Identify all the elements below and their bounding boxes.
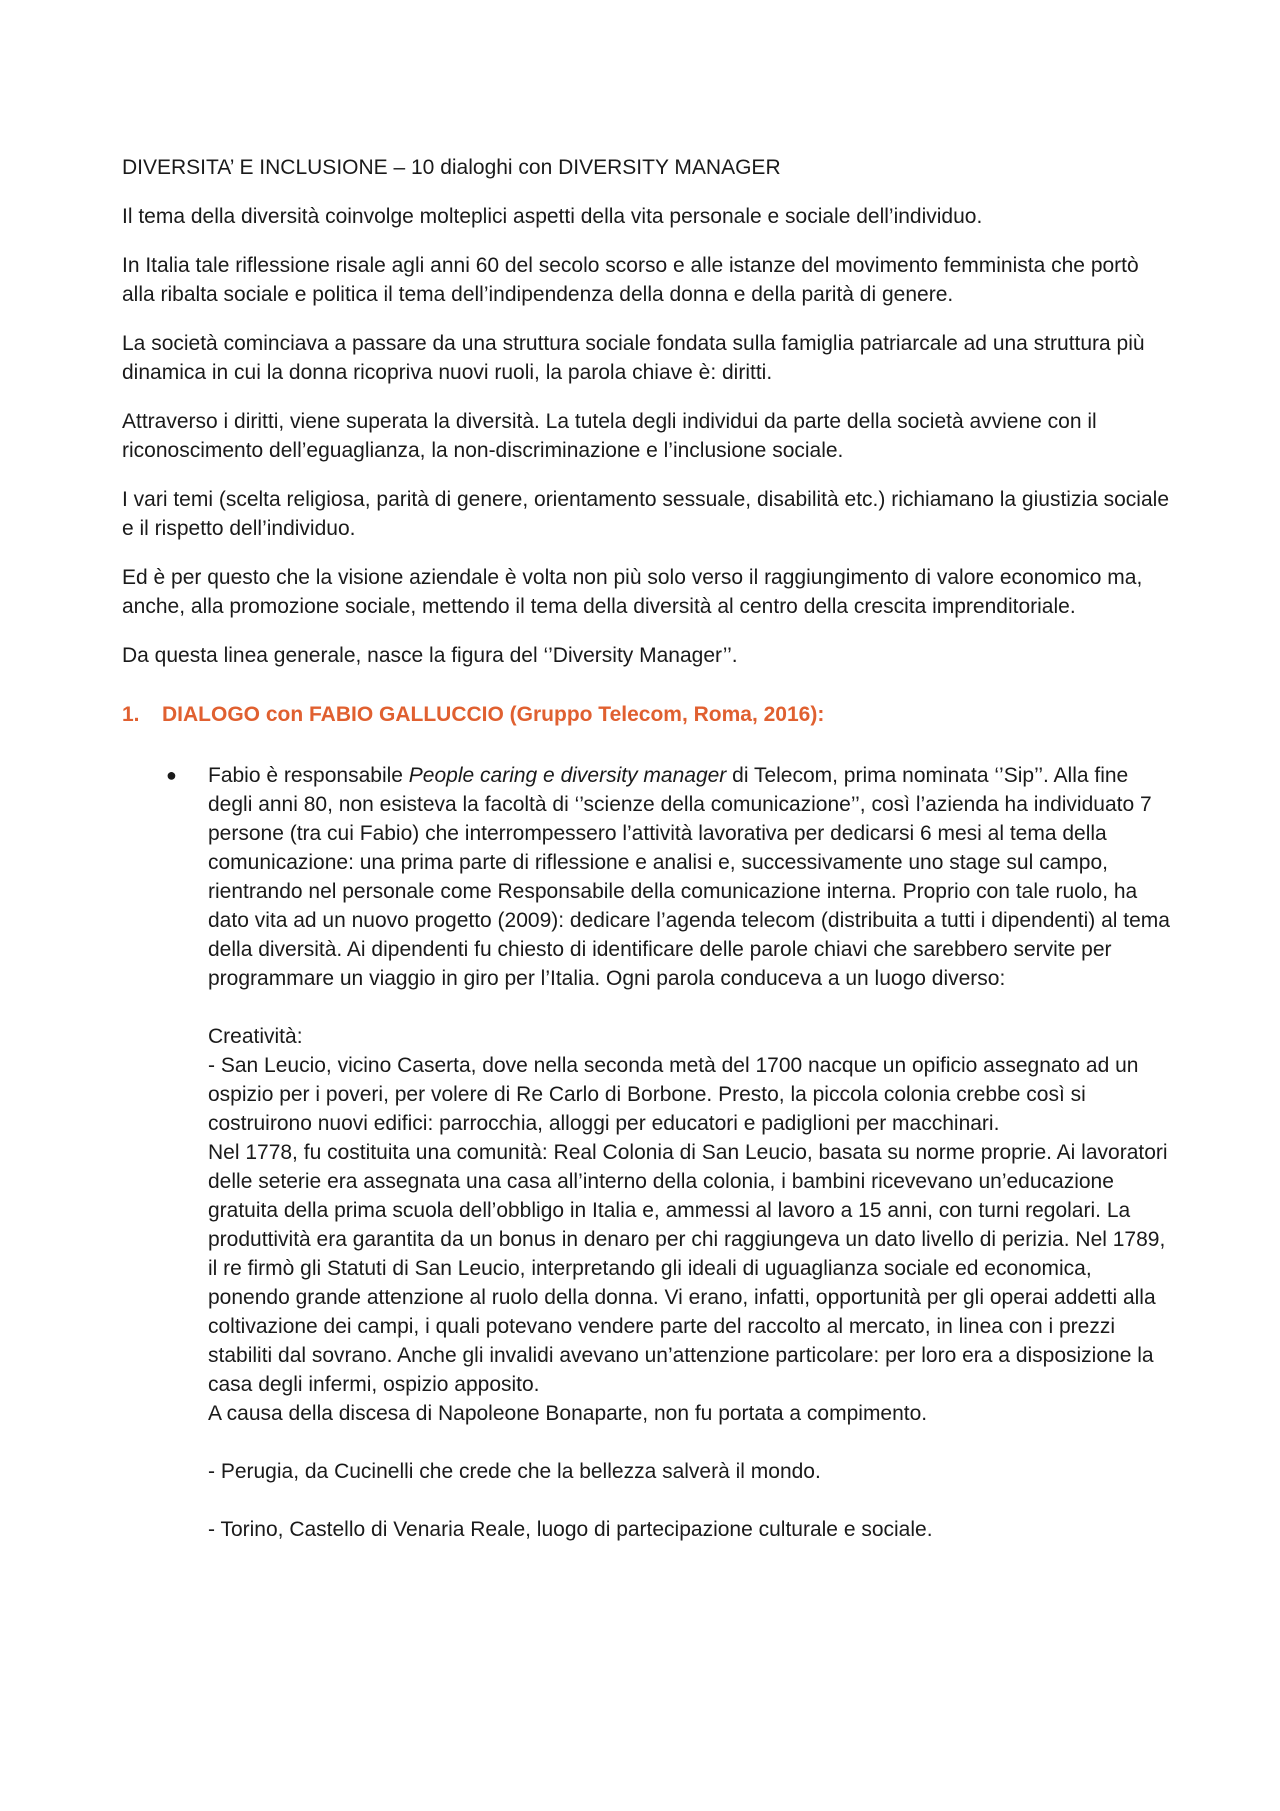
paragraph: Il tema della diversità coinvolge molteplici aspetti della vita personale e sociale dell’individuo. xyxy=(122,205,983,228)
bullet-intro xyxy=(208,761,1170,993)
section-heading xyxy=(122,700,1170,729)
bullet-list xyxy=(122,761,1170,1544)
bullet-dot-icon: ● xyxy=(166,765,177,785)
document-title: DIVERSITA’ E INCLUSIONE – 10 dialoghi con DIVERSITY MANAGER xyxy=(122,156,781,179)
section-heading-text: DIALOGO con FABIO GALLUCCIO (Gruppo Telecom, Roma, 2016): xyxy=(162,703,825,726)
intro-text-b: di Telecom, prima nominata ‘’Sip’’. Alla fine degli anni 80, non esisteva la facoltà di ‘’scienze della comunicazione’’, così l’azienda ha individuato 7 persone (tra cui Fabio) che interrompessero l’attività lavorativa per dedicarsi 6 mesi al tema della comunicazione: una prima parte di riflessione e analisi e, successivamente uno stage sul campo, rientrando nel personale come Responsabile della comunicazione interna. Proprio con tale ruolo, ha dato vita ad un nuovo progetto (2009): dedicare l’agenda telecom (distribuita a tutti i dipendenti) al tema della diversità. Ai dipendenti fu chiesto di identificare delle parole chiavi che sarebbero servite per programmare un viaggio in giro per l’Italia. Ogni parola conduceva a un luogo diverso: xyxy=(208,764,1170,990)
intro-italic-role: People caring e diversity manager xyxy=(408,764,727,787)
san-leucio-text: A causa della discesa di Napoleone Bonaparte, non fu portata a compimento. xyxy=(208,1402,928,1425)
san-leucio-text: - San Leucio, vicino Caserta, dove nella seconda metà del 1700 nacque un opificio assegnato ad un ospizio per i poveri, per volere di Re Carlo di Borbone. Presto, la piccola colonia crebbe così si costruirono nuovi edifici: parrocchia, alloggi per educatori e padiglioni per macchinari. xyxy=(208,1054,1139,1135)
torino-line: - Torino, Castello di Venaria Reale, luogo di partecipazione culturale e sociale. xyxy=(208,1518,933,1541)
san-leucio-text: Nel 1778, fu costituita una comunità: Real Colonia di San Leucio, basata su norme proprie. Ai lavoratori delle seterie era assegnata una casa all’interno della colonia, i bambini ricevevano un’educazione gratuita della prima scuola dell’obbligo in Italia e, ammessi al lavoro a 15 anni, con turni regolari. La produttività era garantita da un bonus in denaro per chi raggiungeva un dato livello di perizia. Nel 1789, il re firmò gli Statuti di San Leucio, interpretando gli ideali di uguaglianza sociale ed economica, ponendo grande attenzione al ruolo della donna. Vi erano, infatti, opportunità per gli operai addetti alla coltivazione dei campi, i quali potevano vendere parte del raccolto al mercato, in linea con i prezzi stabiliti dal sovrano. Anche gli invalidi avevano un’attenzione particolare: per loro era a disposizione la casa degli infermi, ospizio apposito. xyxy=(208,1141,1168,1396)
paragraph: La società cominciava a passare da una struttura sociale fondata sulla famiglia patriarcale ad una struttura più dinamica in cui la donna ricopriva nuovi ruoli, la parola chiave è: diritti. xyxy=(122,332,1145,384)
section-number: 1. xyxy=(122,703,140,726)
san-leucio-block xyxy=(208,1022,1170,1428)
paragraph: I vari temi (scelta religiosa, parità di genere, orientamento sessuale, disabilità etc.) richiamano la giustizia sociale e il rispetto dell’individuo. xyxy=(122,488,1169,540)
bullet-item xyxy=(122,761,1170,1544)
intro-text-a: Fabio è responsabile xyxy=(208,764,409,787)
creativity-label: Creatività: xyxy=(208,1025,303,1048)
paragraph: In Italia tale riflessione risale agli anni 60 del secolo scorso e alle istanze del movimento femminista che portò alla ribalta sociale e politica il tema dell’indipendenza della donna e della parità di genere. xyxy=(122,254,1139,306)
paragraph: Da questa linea generale, nasce la figura del ‘’Diversity Manager’’. xyxy=(122,644,738,667)
paragraph: Attraverso i diritti, viene superata la diversità. La tutela degli individui da parte della società avviene con il riconoscimento dell’eguaglianza, la non-discriminazione e l’inclusione sociale. xyxy=(122,410,1097,462)
paragraph: Ed è per questo che la visione aziendale è volta non più solo verso il raggiungimento di valore economico ma, anche, alla promozione sociale, mettendo il tema della diversità al centro della crescita imprenditoriale. xyxy=(122,566,1143,618)
perugia-line: - Perugia, da Cucinelli che crede che la bellezza salverà il mondo. xyxy=(208,1460,821,1483)
